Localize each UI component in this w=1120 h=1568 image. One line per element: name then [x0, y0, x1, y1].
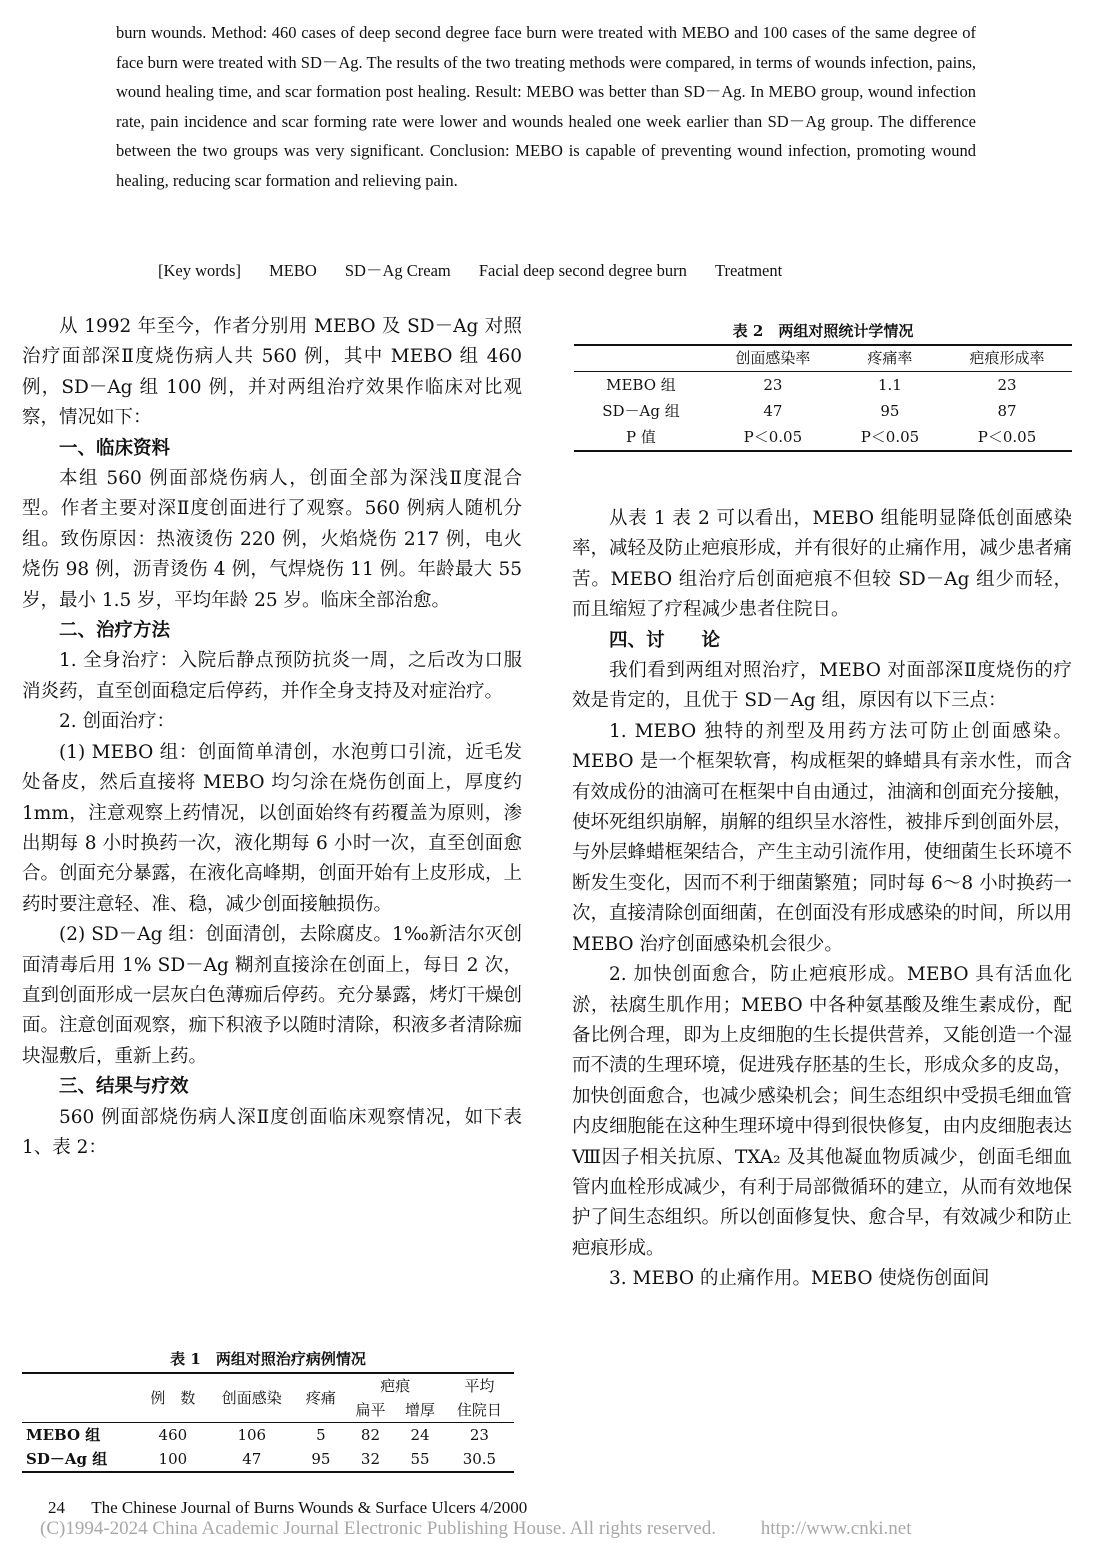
discussion-point-2: 2. 加快创面愈合，防止疤痕形成。MEBO 具有活血化淤，祛腐生肌作用；MEBO 中各种氨基酸及维生素成份，配备比例合理，即为上皮细胞的生长提供营养，又能创造一个湿而不渍的生理环境，促进残存胚基的生长，形成众多的皮岛，加快创面愈合，也减少感染机会；间生态组织中受损毛细血管内皮细胞能在这种生理环境中得到很快修复，由内皮细胞表达Ⅷ因子相关抗原、TXA₂ 及其他凝血物质减少，创面毛细血管内血栓形成减少，有利于局部微循环的建立，从而有效地保护了间生态组织。所以创面修复快、愈合早，有效减少和防止疤痕形成。: [572, 964, 1072, 1259]
table-header-empty: [574, 345, 708, 372]
clinical-data-paragraph: 本组 560 例面部烧伤病人，创面全部为深浅Ⅱ度混合型。作者主要对深Ⅱ度创面进行了观察。560 例病人随机分组。致伤原因：热液烫伤 220 例，火焰烧伤 217 例，电火烧伤 98 例，沥青烫伤 4 例，气焊烧伤 11 例。年龄最大 55 岁，最小 1.5 岁，平均年龄 25 岁。临床全部治愈。: [22, 468, 522, 611]
table-cell: 5: [316, 1426, 326, 1444]
table-cell: 106: [237, 1426, 267, 1444]
table-cell: 47: [242, 1450, 262, 1468]
keyword: Treatment: [714, 261, 783, 280]
section-heading-discussion: 四、讨 论: [609, 629, 721, 651]
table-cell: 32: [360, 1450, 381, 1468]
keyword: Facial deep second degree burn: [478, 261, 687, 280]
table-cell: 23: [469, 1426, 489, 1444]
page-number: 24: [48, 1498, 65, 1517]
table-header-infection-rate: 创面感染率: [708, 345, 838, 372]
systemic-treatment-paragraph: 1. 全身治疗：入院后静点预防抗炎一周，之后改为口服消炎药，直至创面稳定后停药，并作全身支持及对症治疗。: [22, 650, 522, 702]
table-header-scar-rate: 疤痕形成率: [942, 345, 1072, 372]
table-header-pain-rate: 疼痛率: [838, 345, 942, 372]
keywords-line: [158, 256, 978, 286]
table-header-flat: 扁平: [346, 1398, 396, 1423]
table-cell: 23: [997, 376, 1017, 394]
keyword: MEBO: [269, 261, 317, 280]
table-header-cases: 例 数: [138, 1373, 207, 1423]
table-row: [574, 398, 1072, 424]
table-row: [22, 1447, 514, 1472]
table-cell: 24: [410, 1426, 430, 1444]
table-1-title: 表 1 两组对照治疗病例情况: [170, 1350, 366, 1368]
table-row: [574, 372, 1072, 399]
left-column: [22, 312, 522, 1163]
section-heading-clinical-data: 一、临床资料: [59, 437, 171, 459]
table-cell: 30.5: [462, 1450, 497, 1468]
table-cell: P＜0.05: [743, 428, 803, 446]
table-header-pain: 疼痛: [296, 1373, 346, 1423]
section-heading-treatment: 二、治疗方法: [59, 620, 171, 642]
table-header-scar: 疤痕: [380, 1377, 411, 1395]
table-row: [574, 424, 1072, 451]
table-row: [22, 1423, 514, 1448]
english-abstract: [116, 18, 976, 195]
table-header-stay-line1: 平均: [464, 1377, 495, 1395]
copyright-text: (C)1994-2024 China Academic Journal Electronic Publishing House. All rights reserved.: [40, 1518, 716, 1539]
journal-name: The Chinese Journal of Burns Wounds & Surface Ulcers 4/2000: [91, 1498, 528, 1517]
table-cell-group: MEBO 组: [26, 1426, 101, 1444]
table-cell-group: SD－Ag 组: [602, 402, 680, 420]
table-cell: P＜0.05: [977, 428, 1037, 446]
table-2: [574, 318, 1072, 452]
discussion-point-3: 3. MEBO 的止痛作用。MEBO 使烧伤创面间: [609, 1268, 990, 1290]
table-cell: 87: [997, 402, 1017, 420]
results-paragraph: 560 例面部烧伤病人深Ⅱ度创面临床观察情况，如下表 1、表 2：: [22, 1106, 522, 1158]
results-summary-paragraph: 从表 1 表 2 可以看出，MEBO 组能明显降低创面感染率，减轻及防止疤痕形成，并有很好的止痛作用，减少患者痛苦。MEBO 组治疗后创面疤痕不但较 SD－Ag 组少而轻，而且缩短了疗程减少患者住院日。: [572, 508, 1072, 621]
copyright-url: http://www.cnki.net: [760, 1518, 912, 1539]
table-header-empty: [22, 1373, 138, 1423]
table-header-thick: 增厚: [395, 1398, 445, 1423]
table-header-stay-line2: 住院日: [445, 1398, 514, 1423]
table-header-infection: 创面感染: [207, 1373, 296, 1423]
table-cell: 460: [158, 1426, 188, 1444]
keywords-label: [Key words]: [158, 261, 241, 280]
discussion-point-1: 1. MEBO 独特的剂型及用药方法可防止创面感染。MEBO 是一个框架软膏，构成框架的蜂蜡具有亲水性，而含有效成份的油滴可在框架中自由通过，油滴和创面充分接触，使坏死组织崩解，崩解的组织呈水溶性，被排斥到创面外层，与外层蜂蜡框架结合，产生主动引流作用，使细菌生长环境不断发生变化，因而不利于细菌繁殖；同时每 6～8 小时换药一次，直接清除创面细菌，在创面没有形成感染的时间，所以用 MEBO 治疗创面感染机会很少。: [572, 720, 1072, 955]
table-cell: 82: [360, 1426, 381, 1444]
table-2-title: 表 2 两组对照统计学情况: [732, 322, 914, 340]
right-column: [572, 504, 1072, 1295]
keyword: SD－Ag Cream: [344, 261, 451, 280]
table-cell: P＜0.05: [860, 428, 920, 446]
section-heading-results: 三、结果与疗效: [59, 1076, 189, 1098]
table-cell: 1.1: [878, 376, 902, 394]
table-cell-group: P 值: [626, 428, 656, 446]
discussion-intro-paragraph: 我们看到两组对照治疗，MEBO 对面部深Ⅱ度烧伤的疗效是肯定的，且优于 SD－Ag 组，原因有以下三点：: [572, 660, 1072, 712]
intro-paragraph: 从 1992 年至今，作者分别用 MEBO 及 SD－Ag 对照治疗面部深Ⅱ度烧伤病人共 560 例，其中 MEBO 组 460 例，SD－Ag 组 100 例，并对两组治疗效果作临床对比观察，情况如下：: [22, 316, 522, 429]
copyright-watermark: [40, 1518, 1080, 1540]
wound-treatment-heading: 2. 创面治疗：: [59, 711, 176, 733]
table-cell: 95: [311, 1450, 331, 1468]
page-footer: [48, 1498, 527, 1518]
table-cell: 100: [158, 1450, 188, 1468]
table-1: [22, 1346, 514, 1473]
table-cell: 55: [410, 1450, 430, 1468]
table-cell: 47: [763, 402, 783, 420]
table-cell: 95: [880, 402, 900, 420]
sdag-group-paragraph: (2) SD－Ag 组：创面清创，去除腐皮。1‰新洁尔灭创面清毒后用 1% SD－Ag 糊剂直接涂在创面上，每日 2 次，直到创面形成一层灰白色薄痂后停药。充分暴露，烤灯干燥创面。注意创面观察，痂下积液予以随时清除，积液多者清除痂块湿敷后，重新上药。: [22, 924, 522, 1067]
table-cell: 23: [763, 376, 783, 394]
abstract-text: burn wounds. Method: 460 cases of deep second degree face burn were treated with MEBO and 100 cases of the same degree of face burn were treated with SD－Ag. The results of the two treating methods were compared, in terms of wounds infection, pains, wound healing time, and scar formation post healing. Result: MEBO was better than SD－Ag. In MEBO group, wound infection rate, pain incidence and scar forming rate were lower and wounds healed one week earlier than SD－Ag group. The difference between the two groups was very significant. Conclusion: MEBO is capable of preventing wound infection, promoting wound healing, reducing scar formation and relieving pain.: [116, 23, 976, 190]
table-cell-group: MEBO 组: [606, 376, 676, 394]
table-2-grid: [574, 344, 1072, 452]
table-cell-group: SD－Ag 组: [26, 1450, 108, 1468]
mebo-group-paragraph: (1) MEBO 组：创面简单清创，水泡剪口引流，近毛发处备皮，然后直接将 MEBO 均匀涂在烧伤创面上，厚度约 1mm，注意观察上药情况，以创面始终有药覆盖为原则，渗出期每 8 小时换药一次，液化期每 6 小时一次，直至创面愈合。创面充分暴露，在液化高峰期，创面开始有上皮形成，上药时要注意轻、准、稳，减少创面接触损伤。: [22, 741, 522, 915]
table-1-grid: [22, 1372, 514, 1473]
